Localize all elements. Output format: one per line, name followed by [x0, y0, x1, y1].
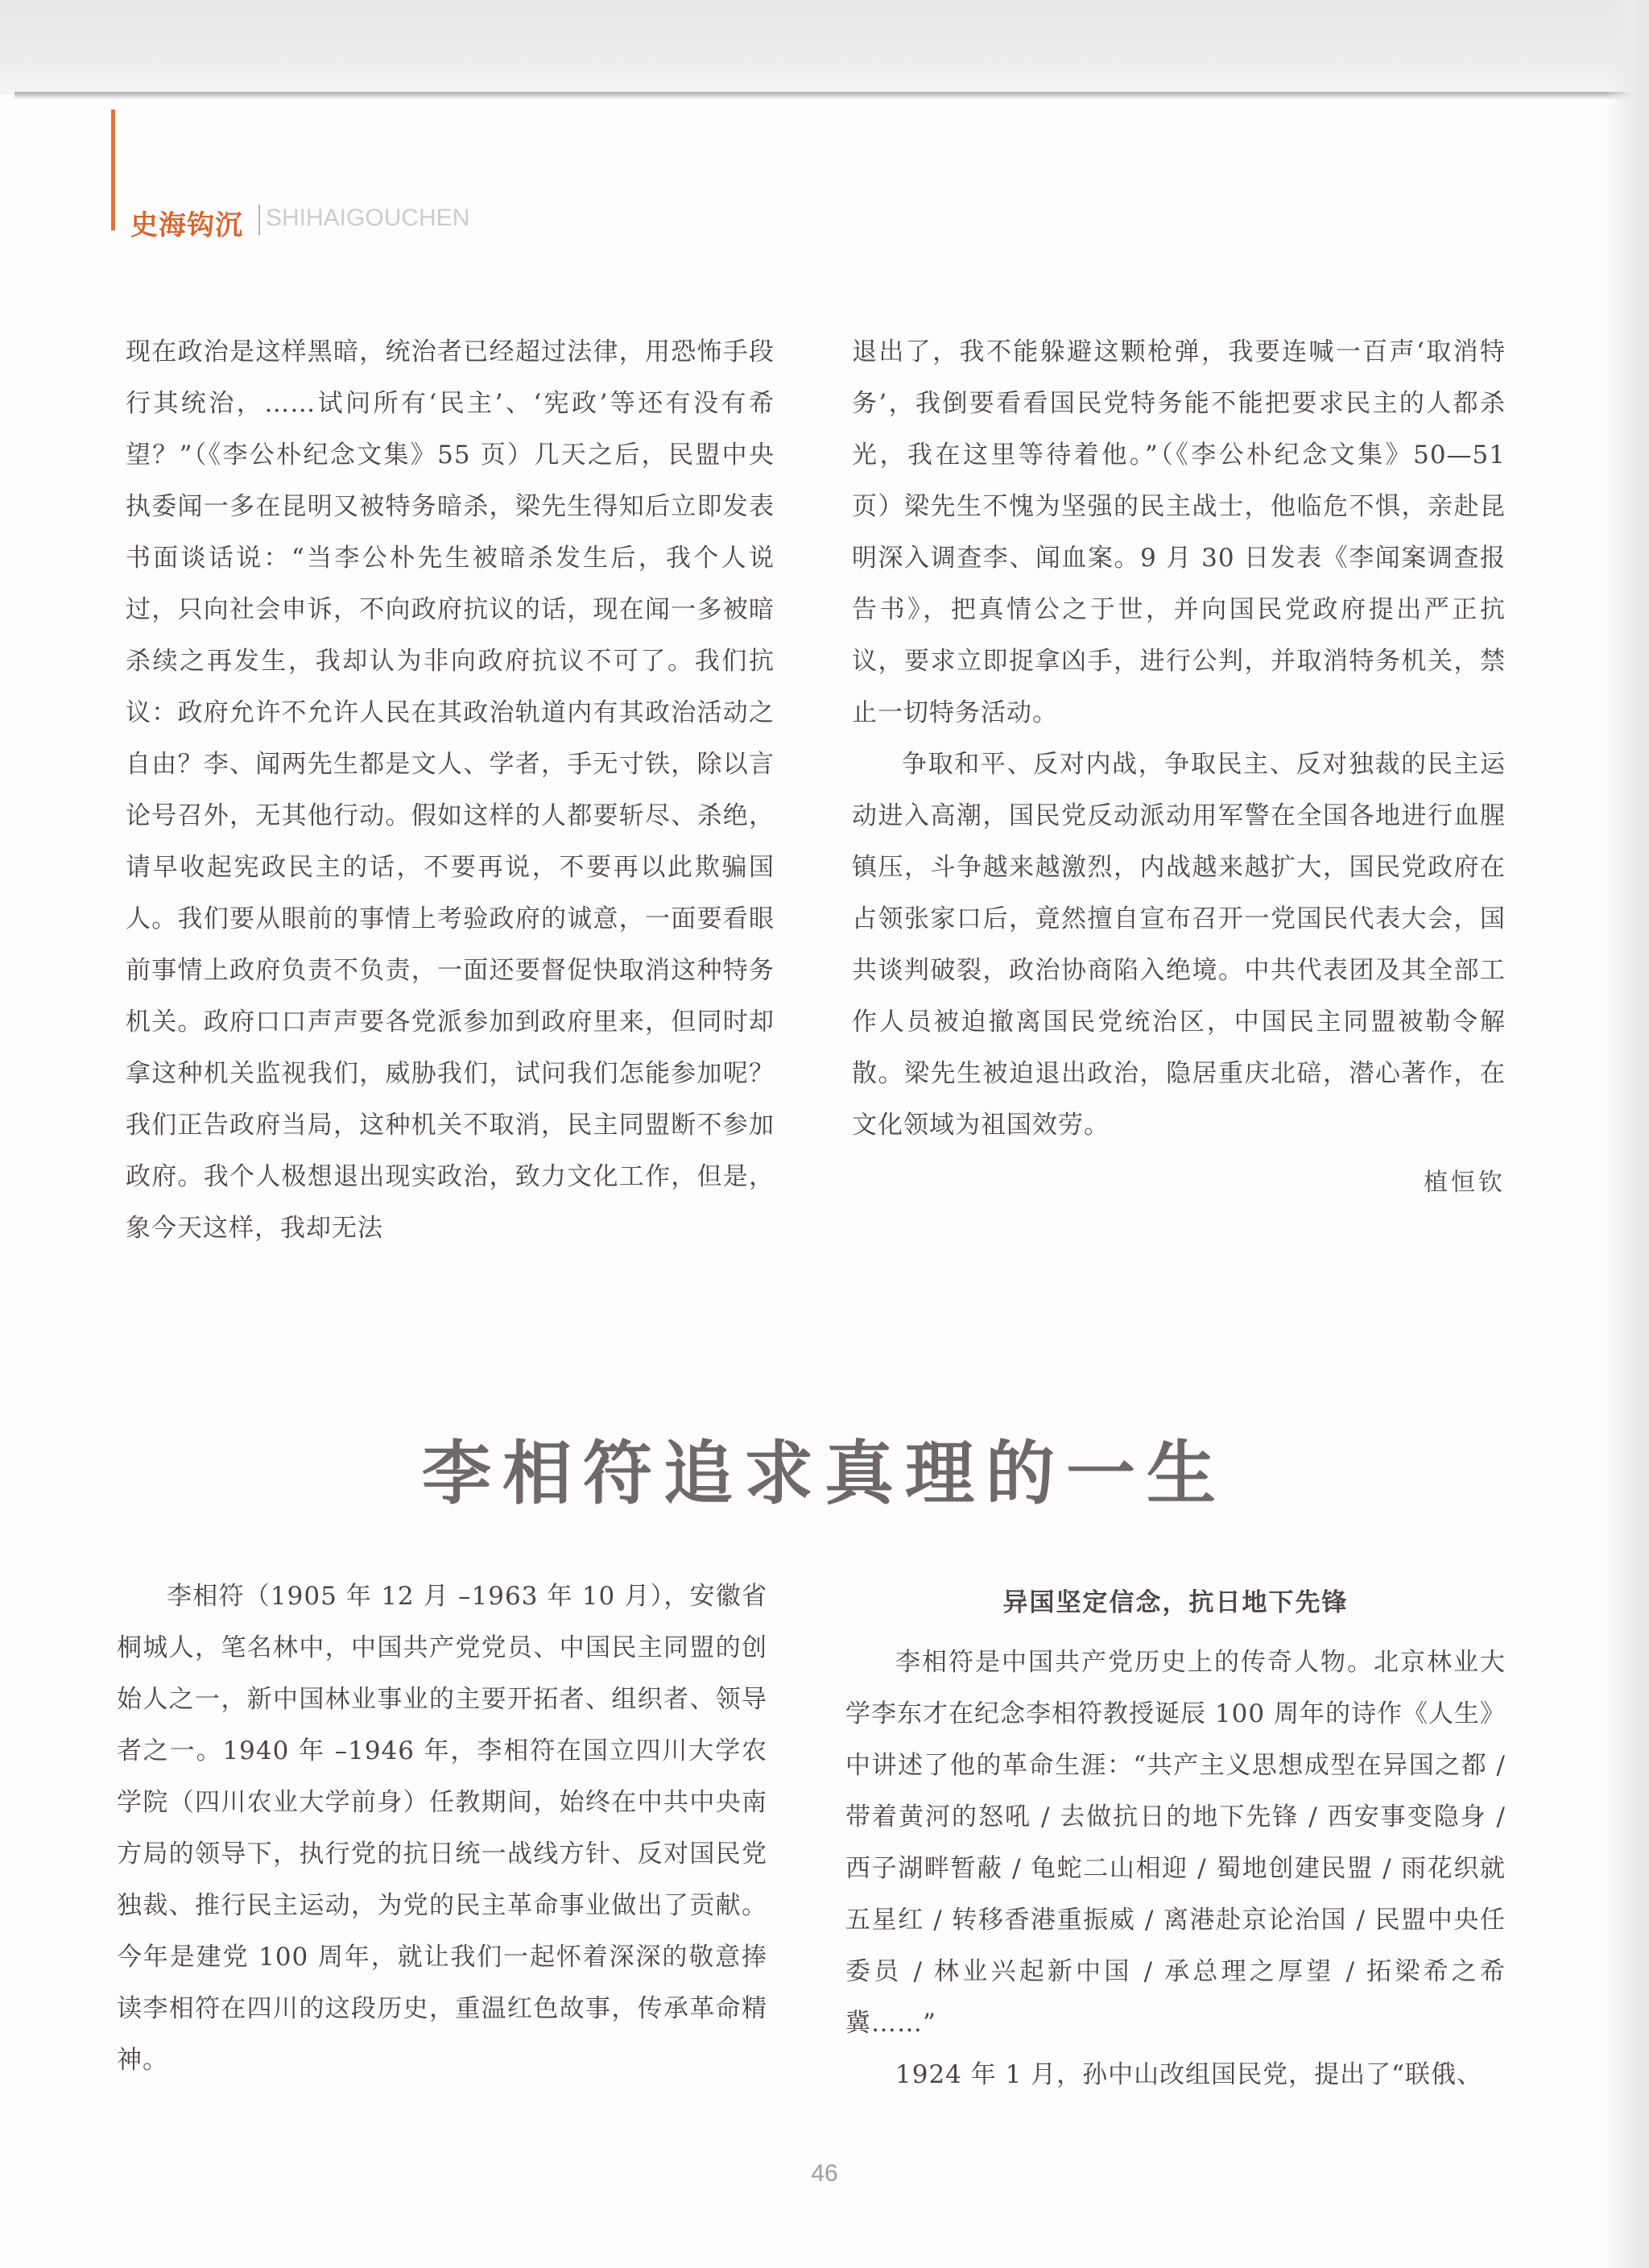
- top-article-left-column: [126, 326, 775, 1254]
- paragraph: 争取和平、反对内战，争取民主、反对独裁的民主运动进入高潮，国民党反动派动用军警在全国各地进行血腥镇压，斗争越来越激烈，内战越来越扩大，国民党政府在占领张家口后，竟然擅自宣布召开一党国民代表大会，国共谈判破裂，政治协商陷入绝境。中共代表团及其全部工作人员被迫撤离国民党统治区，中国民主同盟被勒令解散。梁先生被迫退出政治，隐居重庆北碚，潜心著作，在文化领域为祖国效劳。: [852, 750, 1506, 1140]
- page-number: 46: [811, 2160, 838, 2187]
- top-article-right-column: [852, 326, 1506, 1209]
- header-accent-bar: [111, 110, 115, 230]
- section-subheading: 异国坚定信念，抗日地下先锋: [1002, 1588, 1349, 1617]
- section-title-pinyin: SHIHAIGOUCHEN: [266, 205, 470, 231]
- scan-edge-top: [0, 0, 1649, 95]
- article-title: 李相符追求真理的一生: [422, 1434, 1227, 1514]
- section-title: 史海钩沉: [130, 209, 243, 242]
- bottom-article-right-column: [845, 1577, 1506, 2100]
- paragraph: 李相符是中国共产党历史上的传奇人物。北京林业大学李东才在纪念李相符教授诞辰 100 周年的诗作《人生》中讲述了他的革命生涯：“共产主义思想成型在异国之都 / 带着黄河的怒吼 / 去做抗日的地下先锋 / 西安事变隐身 / 西子湖畔暂蔽 / 龟蛇二山相迎 / 蜀地创建民盟 / 雨花织就五星红 / 转移香港重振威 / 离港赴京论治国 / 民盟中央任委员 / 林业兴起新中国 / 承总理之厚望 / 拓梁希之希冀……”: [845, 1648, 1506, 2038]
- paragraph: 1924 年 1 月，孙中山改组国民党，提出了“联俄、: [895, 2060, 1483, 2089]
- paragraph: 李相符（1905 年 12 月 –1963 年 10 月），安徽省桐城人，笔名林中，中国共产党党员、中国民主同盟的创始人之一，新中国林业事业的主要开拓者、组织者、领导者之一。1940 年 –1946 年，李相符在国立四川大学农学院（四川农业大学前身）任教期间，始终在中共中央南方局的领导下，执行党的抗日统一战线方针、反对国民党独裁、推行民主运动，为党的民主革命事业做出了贡献。今年是建党 100 周年，就让我们一起怀着深深的敬意捧读李相符在四川的这段历史，重温红色故事，传承革命精神。: [117, 1582, 767, 2075]
- bottom-article-left-column: [117, 1571, 767, 2086]
- section-header: [111, 95, 594, 240]
- author-name: 植恒钦: [1424, 1169, 1506, 1197]
- paragraph: 现在政治是这样黑暗，统治者已经超过法律，用恐怖手段行其统治，……试问所有‘民主’、‘宪政’等还有没有希望？”（《李公朴纪念文集》55 页）几天之后，民盟中央执委闻一多在昆明又被特务暗杀，梁先生得知后立即发表书面谈话说：“当李公朴先生被暗杀发生后，我个人说过，只向社会申诉，不向政府抗议的话，现在闻一多被暗杀续之再发生，我却认为非向政府抗议不可了。我们抗议：政府允许不允许人民在其政治轨道内有其政治活动之自由？李、闻两先生都是文人、学者，手无寸铁，除以言论号召外，无其他行动。假如这样的人都要斩尽、杀绝，请早收起宪政民主的话，不要再说，不要再以此欺骗国人。我们要从眼前的事情上考验政府的诚意，一面要看眼前事情上政府负责不负责，一面还要督促快取消这种特务机关。政府口口声声要各党派参加到政府里来，但同时却拿这种机关监视我们，威胁我们，试问我们怎能参加呢？我们正告政府当局，这种机关不取消，民主同盟断不参加政府。我个人极想退出现实政治，致力文化工作，但是，象今天这样，我却无法: [126, 337, 775, 1243]
- scan-edge-right: [1605, 0, 1649, 2268]
- paragraph: 退出了，我不能躲避这颗枪弹，我要连喊一百声‘取消特务’，我倒要看看国民党特务能不能把要求民主的人都杀光，我在这里等待着他。”（《李公朴纪念文集》50—51 页）梁先生不愧为坚强的民主战士，他临危不惧，亲赴昆明深入调查李、闻血案。9 月 30 日发表《李闻案调查报告书》，把真情公之于世，并向国民党政府提出严正抗议，要求立即捉拿凶手，进行公判，并取消特务机关，禁止一切特务活动。: [852, 337, 1506, 727]
- header-divider: [258, 205, 260, 235]
